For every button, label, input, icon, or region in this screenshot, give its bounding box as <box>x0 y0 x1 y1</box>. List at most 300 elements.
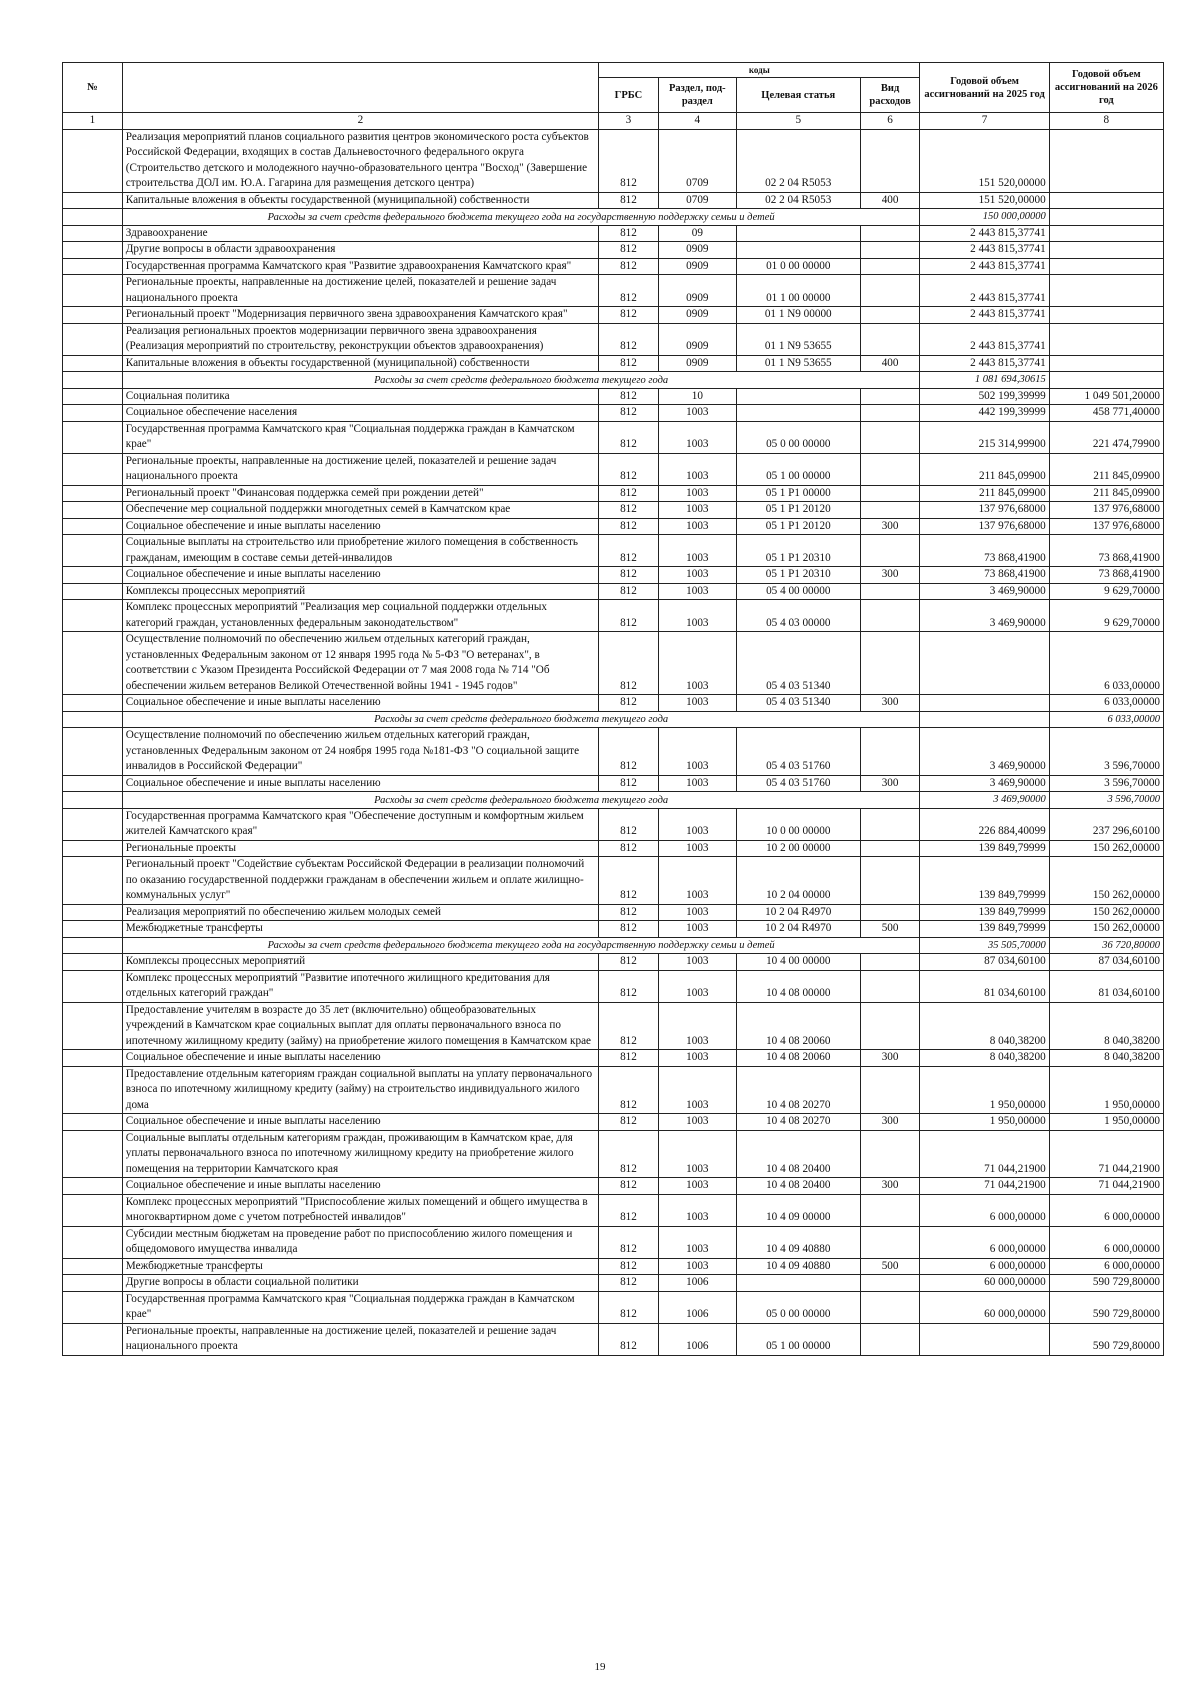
row-number-cell <box>63 307 123 324</box>
expense-name: Здравоохранение <box>122 225 598 242</box>
grbs-code: 812 <box>599 1066 659 1114</box>
target-article-code: 05 0 00 00000 <box>736 421 860 453</box>
grbs-code: 812 <box>599 453 659 485</box>
amount-2025: 3 469,90000 <box>920 728 1049 776</box>
target-article-code: 05 1 00 00000 <box>736 1323 860 1355</box>
grbs-code: 812 <box>599 904 659 921</box>
row-number-cell <box>63 904 123 921</box>
expense-type-code <box>860 1275 920 1292</box>
section-code: 1003 <box>658 904 736 921</box>
budget-row <box>63 453 1164 485</box>
budget-row <box>63 1114 1164 1131</box>
column-number: 3 <box>599 113 659 130</box>
expense-name: Капитальные вложения в объекты государственной (муниципальной) собственности <box>122 192 598 209</box>
section-code: 1003 <box>658 1258 736 1275</box>
expense-type-code <box>860 583 920 600</box>
expense-type-code <box>860 405 920 422</box>
note-amount-2026: 3 596,70000 <box>1049 792 1163 809</box>
row-number-cell <box>63 209 123 226</box>
note-amount-2025: 150 000,00000 <box>920 209 1049 226</box>
funding-note-text: Расходы за счет средств федерального бюджета текущего года <box>122 372 920 389</box>
target-article-code: 10 2 04 R4970 <box>736 921 860 938</box>
expense-type-code <box>860 904 920 921</box>
budget-rows <box>63 129 1164 1355</box>
amount-2025: 87 034,60100 <box>920 954 1049 971</box>
section-code: 0909 <box>658 275 736 307</box>
amount-2025: 2 443 815,37741 <box>920 355 1049 372</box>
grbs-code: 812 <box>599 954 659 971</box>
budget-row <box>63 275 1164 307</box>
amount-2026: 8 040,38200 <box>1049 1002 1163 1050</box>
row-number-cell <box>63 921 123 938</box>
expense-name: Комплекс процессных мероприятий "Приспособление жилых помещений и общего имущества в многоквартирном доме с учетом потребностей инвалидов" <box>122 1194 598 1226</box>
amount-2026: 81 034,60100 <box>1049 970 1163 1002</box>
amount-2026: 73 868,41900 <box>1049 567 1163 584</box>
amount-2026: 150 262,00000 <box>1049 857 1163 905</box>
header-name <box>122 63 598 113</box>
grbs-code: 812 <box>599 1050 659 1067</box>
amount-2026: 71 044,21900 <box>1049 1130 1163 1178</box>
expense-type-code: 300 <box>860 1114 920 1131</box>
target-article-code: 05 1 P1 20120 <box>736 502 860 519</box>
amount-2025: 2 443 815,37741 <box>920 275 1049 307</box>
section-code: 0909 <box>658 323 736 355</box>
expense-name: Комплекс процессных мероприятий "Развитие ипотечного жилищного кредитования для отдельных категорий граждан" <box>122 970 598 1002</box>
expense-name: Социальная политика <box>122 388 598 405</box>
amount-2026: 237 296,60100 <box>1049 808 1163 840</box>
row-number-cell <box>63 502 123 519</box>
section-code: 1003 <box>658 695 736 712</box>
row-number-cell <box>63 792 123 809</box>
row-number-cell <box>63 323 123 355</box>
row-number-cell <box>63 600 123 632</box>
column-number: 7 <box>920 113 1049 130</box>
expense-type-code: 300 <box>860 1050 920 1067</box>
amount-2025: 60 000,00000 <box>920 1275 1049 1292</box>
budget-sheet <box>62 62 1164 1356</box>
expense-name: Другие вопросы в области социальной политики <box>122 1275 598 1292</box>
expense-name: Региональный проект "Модернизация первичного звена здравоохранения Камчатского края" <box>122 307 598 324</box>
note-amount-2025: 35 505,70000 <box>920 937 1049 954</box>
expense-name: Региональные проекты, направленные на достижение целей, показателей и решение задач национального проекта <box>122 275 598 307</box>
budget-row <box>63 1178 1164 1195</box>
funding-note-text: Расходы за счет средств федерального бюджета текущего года на государственную поддержку семьи и детей <box>122 937 920 954</box>
amount-2026: 1 950,00000 <box>1049 1114 1163 1131</box>
amount-2025: 73 868,41900 <box>920 567 1049 584</box>
amount-2025: 211 845,09900 <box>920 453 1049 485</box>
row-number-cell <box>63 453 123 485</box>
amount-2026 <box>1049 129 1163 192</box>
target-article-code: 05 4 03 51760 <box>736 775 860 792</box>
expense-name: Осуществление полномочий по обеспечению жильем отдельных категорий граждан, установленных Федеральным законом от 12 января 1995 года № 5-ФЗ "О ветеранах", в соответствии с Указом Президента Российской Федерации от 7 мая 2008 года № 714 "Об обеспечении жильем ветеранов Великой Отечественной войны 1941 - 1945 годов" <box>122 632 598 695</box>
budget-row <box>63 388 1164 405</box>
grbs-code: 812 <box>599 1114 659 1131</box>
row-number-cell <box>63 775 123 792</box>
section-code: 1006 <box>658 1323 736 1355</box>
expense-name: Социальное обеспечение и иные выплаты населению <box>122 695 598 712</box>
expense-type-code: 300 <box>860 1178 920 1195</box>
target-article-code: 10 2 04 R4970 <box>736 904 860 921</box>
expense-name: Предоставление отдельным категориям граждан социальной выплаты на уплату первоначального взноса по ипотечному жилищному кредиту (займу) на строительство индивидуального жилого дома <box>122 1066 598 1114</box>
expense-type-code <box>860 632 920 695</box>
expense-name: Субсидии местным бюджетам на проведение работ по приспособлению жилого помещения и общедомового имущества инвалида <box>122 1226 598 1258</box>
row-number-cell <box>63 129 123 192</box>
budget-row <box>63 1275 1164 1292</box>
grbs-code: 812 <box>599 129 659 192</box>
expense-type-code <box>860 1194 920 1226</box>
expense-name: Социальные выплаты отдельным категориям граждан, проживающим в Камчатском крае, для уплаты первоначального взноса по ипотечному жилищному кредиту на приобретение жилого помещения на территории Камчатского края <box>122 1130 598 1178</box>
section-code: 1003 <box>658 954 736 971</box>
amount-2025: 151 520,00000 <box>920 192 1049 209</box>
funding-note-row <box>63 792 1164 809</box>
grbs-code: 812 <box>599 567 659 584</box>
row-number-cell <box>63 954 123 971</box>
grbs-code: 812 <box>599 1323 659 1355</box>
target-article-code: 10 4 08 20270 <box>736 1066 860 1114</box>
expense-type-code <box>860 502 920 519</box>
section-code: 1003 <box>658 1130 736 1178</box>
target-article-code: 10 0 00 00000 <box>736 808 860 840</box>
expense-type-code <box>860 857 920 905</box>
grbs-code: 812 <box>599 857 659 905</box>
section-code: 1003 <box>658 1226 736 1258</box>
budget-row <box>63 518 1164 535</box>
funding-note-row <box>63 711 1164 728</box>
expense-type-code <box>860 954 920 971</box>
grbs-code: 812 <box>599 808 659 840</box>
amount-2025: 1 950,00000 <box>920 1114 1049 1131</box>
expense-type-code: 300 <box>860 695 920 712</box>
amount-2025: 6 000,00000 <box>920 1258 1049 1275</box>
target-article-code: 10 4 09 00000 <box>736 1194 860 1226</box>
column-number: 2 <box>122 113 598 130</box>
budget-row <box>63 355 1164 372</box>
section-code: 1003 <box>658 453 736 485</box>
expense-name: Комплексы процессных мероприятий <box>122 583 598 600</box>
section-code: 1003 <box>658 405 736 422</box>
amount-2026: 590 729,80000 <box>1049 1291 1163 1323</box>
grbs-code: 812 <box>599 275 659 307</box>
target-article-code <box>736 1275 860 1292</box>
target-article-code: 05 1 P1 00000 <box>736 485 860 502</box>
budget-row <box>63 1130 1164 1178</box>
row-number-cell <box>63 1275 123 1292</box>
grbs-code: 812 <box>599 600 659 632</box>
amount-2026 <box>1049 355 1163 372</box>
row-number-cell <box>63 518 123 535</box>
amount-2025: 71 044,21900 <box>920 1178 1049 1195</box>
grbs-code: 812 <box>599 421 659 453</box>
grbs-code: 812 <box>599 1194 659 1226</box>
budget-row <box>63 307 1164 324</box>
budget-row <box>63 323 1164 355</box>
funding-note-row <box>63 937 1164 954</box>
section-code: 0909 <box>658 242 736 259</box>
grbs-code: 812 <box>599 225 659 242</box>
row-number-cell <box>63 1114 123 1131</box>
row-number-cell <box>63 567 123 584</box>
amount-2026: 9 629,70000 <box>1049 583 1163 600</box>
expense-name: Реализация региональных проектов модернизации первичного звена здравоохранения (Реализация мероприятий по строительству, реконструкции объектов здравоохранения) <box>122 323 598 355</box>
grbs-code: 812 <box>599 728 659 776</box>
expense-type-code: 300 <box>860 567 920 584</box>
grbs-code: 812 <box>599 583 659 600</box>
section-code: 1003 <box>658 840 736 857</box>
expense-type-code <box>860 1130 920 1178</box>
section-code: 1003 <box>658 1114 736 1131</box>
grbs-code: 812 <box>599 632 659 695</box>
grbs-code: 812 <box>599 307 659 324</box>
target-article-code: 05 1 P1 20310 <box>736 535 860 567</box>
expense-name: Капитальные вложения в объекты государственной (муниципальной) собственности <box>122 355 598 372</box>
budget-row <box>63 421 1164 453</box>
note-amount-2026 <box>1049 372 1163 389</box>
target-article-code <box>736 388 860 405</box>
amount-2026: 9 629,70000 <box>1049 600 1163 632</box>
expense-type-code <box>860 421 920 453</box>
expense-type-code: 300 <box>860 518 920 535</box>
row-number-cell <box>63 421 123 453</box>
section-code: 1006 <box>658 1275 736 1292</box>
row-number-cell <box>63 857 123 905</box>
expense-name: Государственная программа Камчатского края "Обеспечение доступным и комфортным жильем жителей Камчатского края" <box>122 808 598 840</box>
expense-type-code <box>860 258 920 275</box>
expense-name: Социальное обеспечение и иные выплаты населению <box>122 567 598 584</box>
expense-name: Реализация мероприятий планов социального развития центров экономического роста субъектов Российской Федерации, входящих в состав Дальневосточного федерального округа (Строительство детского и молодежного научно-образовательного центра "Восход" (Завершение строительства ДОЛ им. Ю.А. Гагарина для размещения детского центра) <box>122 129 598 192</box>
budget-row <box>63 954 1164 971</box>
budget-row <box>63 632 1164 695</box>
expense-name: Региональные проекты, направленные на достижение целей, показателей и решение задач национального проекта <box>122 1323 598 1355</box>
expense-name: Социальное обеспечение и иные выплаты населению <box>122 1114 598 1131</box>
row-number-cell <box>63 275 123 307</box>
amount-2025: 139 849,79999 <box>920 840 1049 857</box>
expense-name: Социальное обеспечение и иные выплаты населению <box>122 1178 598 1195</box>
header-grbs: ГРБС <box>599 78 659 113</box>
budget-row <box>63 1050 1164 1067</box>
amount-2026 <box>1049 225 1163 242</box>
expense-type-code <box>860 808 920 840</box>
row-number-cell <box>63 535 123 567</box>
header-no: № <box>63 63 123 113</box>
amount-2025: 6 000,00000 <box>920 1226 1049 1258</box>
target-article-code: 05 1 P1 20310 <box>736 567 860 584</box>
grbs-code: 812 <box>599 695 659 712</box>
budget-row <box>63 567 1164 584</box>
funding-note-text: Расходы за счет средств федерального бюджета текущего года <box>122 792 920 809</box>
amount-2026: 6 000,00000 <box>1049 1226 1163 1258</box>
header-razdel: Раздел, под-раздел <box>658 78 736 113</box>
column-number: 5 <box>736 113 860 130</box>
budget-row <box>63 600 1164 632</box>
target-article-code: 01 1 00 00000 <box>736 275 860 307</box>
grbs-code: 812 <box>599 1291 659 1323</box>
target-article-code: 10 4 08 20060 <box>736 1002 860 1050</box>
header-target-article: Целевая статья <box>736 78 860 113</box>
section-code: 1003 <box>658 921 736 938</box>
expense-type-code <box>860 242 920 259</box>
amount-2025 <box>920 632 1049 695</box>
target-article-code: 05 4 03 51340 <box>736 632 860 695</box>
note-amount-2026 <box>1049 209 1163 226</box>
target-article-code: 02 2 04 R5053 <box>736 192 860 209</box>
expense-name: Осуществление полномочий по обеспечению жильем отдельных категорий граждан, установленных Федеральным законом от 24 ноября 1995 года №181-ФЗ "О социальной защите инвалидов в Российской Федерации" <box>122 728 598 776</box>
section-code: 0909 <box>658 258 736 275</box>
target-article-code: 10 4 09 40880 <box>736 1226 860 1258</box>
budget-row <box>63 258 1164 275</box>
expense-name: Социальное обеспечение населения <box>122 405 598 422</box>
amount-2025: 3 469,90000 <box>920 775 1049 792</box>
section-code: 1003 <box>658 421 736 453</box>
amount-2025: 139 849,79999 <box>920 904 1049 921</box>
expense-type-code: 300 <box>860 775 920 792</box>
grbs-code: 812 <box>599 840 659 857</box>
budget-row <box>63 583 1164 600</box>
row-number-cell <box>63 242 123 259</box>
expense-name: Региональные проекты <box>122 840 598 857</box>
budget-row <box>63 1002 1164 1050</box>
row-number-cell <box>63 1258 123 1275</box>
amount-2026: 8 040,38200 <box>1049 1050 1163 1067</box>
budget-row <box>63 1291 1164 1323</box>
grbs-code: 812 <box>599 1258 659 1275</box>
note-amount-2025 <box>920 711 1049 728</box>
amount-2025: 2 443 815,37741 <box>920 323 1049 355</box>
amount-2026 <box>1049 242 1163 259</box>
amount-2025: 502 199,39999 <box>920 388 1049 405</box>
funding-note-row <box>63 372 1164 389</box>
budget-row <box>63 129 1164 192</box>
expense-name: Межбюджетные трансферты <box>122 921 598 938</box>
note-amount-2025: 3 469,90000 <box>920 792 1049 809</box>
grbs-code: 812 <box>599 1226 659 1258</box>
expense-type-code <box>860 323 920 355</box>
row-number-cell <box>63 1194 123 1226</box>
target-article-code: 05 1 00 00000 <box>736 453 860 485</box>
amount-2026: 71 044,21900 <box>1049 1178 1163 1195</box>
amount-2025: 442 199,39999 <box>920 405 1049 422</box>
grbs-code: 812 <box>599 192 659 209</box>
header-row-1 <box>63 63 1164 78</box>
row-number-cell <box>63 728 123 776</box>
section-code: 1003 <box>658 728 736 776</box>
row-number-cell <box>63 970 123 1002</box>
target-article-code: 10 2 00 00000 <box>736 840 860 857</box>
note-amount-2026: 36 720,80000 <box>1049 937 1163 954</box>
target-article-code: 05 4 03 51340 <box>736 695 860 712</box>
expense-name: Региональные проекты, направленные на достижение целей, показателей и решение задач национального проекта <box>122 453 598 485</box>
row-number-cell <box>63 372 123 389</box>
target-article-code: 10 4 08 20400 <box>736 1178 860 1195</box>
row-number-cell <box>63 711 123 728</box>
expense-name: Социальное обеспечение и иные выплаты населению <box>122 518 598 535</box>
row-number-cell <box>63 485 123 502</box>
amount-2025: 211 845,09900 <box>920 485 1049 502</box>
amount-2026 <box>1049 307 1163 324</box>
amount-2025: 215 314,99900 <box>920 421 1049 453</box>
amount-2026: 6 033,00000 <box>1049 695 1163 712</box>
amount-2026: 3 596,70000 <box>1049 728 1163 776</box>
page-number: 19 <box>594 1661 606 1673</box>
row-number-cell <box>63 1002 123 1050</box>
amount-2025: 6 000,00000 <box>920 1194 1049 1226</box>
expense-name: Комплексы процессных мероприятий <box>122 954 598 971</box>
amount-2026: 221 474,79900 <box>1049 421 1163 453</box>
note-amount-2026: 6 033,00000 <box>1049 711 1163 728</box>
section-code: 1006 <box>658 1291 736 1323</box>
section-code: 0909 <box>658 355 736 372</box>
section-code: 0909 <box>658 307 736 324</box>
budget-row <box>63 225 1164 242</box>
budget-row <box>63 1226 1164 1258</box>
amount-2026: 458 771,40000 <box>1049 405 1163 422</box>
budget-row <box>63 1066 1164 1114</box>
row-number-cell <box>63 1050 123 1067</box>
target-article-code: 10 4 08 00000 <box>736 970 860 1002</box>
section-code: 1003 <box>658 1050 736 1067</box>
target-article-code: 01 1 N9 00000 <box>736 307 860 324</box>
amount-2026: 590 729,80000 <box>1049 1323 1163 1355</box>
expense-type-code <box>860 970 920 1002</box>
amount-2026: 137 976,68000 <box>1049 518 1163 535</box>
expense-type-code: 400 <box>860 355 920 372</box>
target-article-code <box>736 405 860 422</box>
expense-name: Государственная программа Камчатского края "Социальная поддержка граждан в Камчатском крае" <box>122 421 598 453</box>
expense-name: Социальное обеспечение и иные выплаты населению <box>122 1050 598 1067</box>
amount-2026: 6 000,00000 <box>1049 1194 1163 1226</box>
row-number-cell <box>63 355 123 372</box>
amount-2026: 590 729,80000 <box>1049 1275 1163 1292</box>
funding-note-text: Расходы за счет средств федерального бюджета текущего года <box>122 711 920 728</box>
expense-name: Региональный проект "Финансовая поддержка семей при рождении детей" <box>122 485 598 502</box>
section-code: 1003 <box>658 970 736 1002</box>
amount-2026: 1 049 501,20000 <box>1049 388 1163 405</box>
grbs-code: 812 <box>599 535 659 567</box>
amount-2026: 87 034,60100 <box>1049 954 1163 971</box>
amount-2026: 150 262,00000 <box>1049 840 1163 857</box>
amount-2026: 150 262,00000 <box>1049 904 1163 921</box>
row-number-cell <box>63 1178 123 1195</box>
target-article-code: 10 2 04 00000 <box>736 857 860 905</box>
funding-note-text: Расходы за счет средств федерального бюджета текущего года на государственную поддержку семьи и детей <box>122 209 920 226</box>
expense-type-code <box>860 275 920 307</box>
grbs-code: 812 <box>599 1130 659 1178</box>
budget-row <box>63 695 1164 712</box>
target-article-code: 05 1 P1 20120 <box>736 518 860 535</box>
target-article-code: 10 4 00 00000 <box>736 954 860 971</box>
row-number-cell <box>63 695 123 712</box>
amount-2026 <box>1049 258 1163 275</box>
amount-2026: 211 845,09900 <box>1049 485 1163 502</box>
row-number-cell <box>63 937 123 954</box>
amount-2025 <box>920 695 1049 712</box>
expense-name: Реализация мероприятий по обеспечению жильем молодых семей <box>122 904 598 921</box>
amount-2026 <box>1049 323 1163 355</box>
budget-row <box>63 840 1164 857</box>
row-number-cell <box>63 1323 123 1355</box>
section-code: 1003 <box>658 857 736 905</box>
row-number-cell <box>63 258 123 275</box>
grbs-code: 812 <box>599 405 659 422</box>
budget-row <box>63 1323 1164 1355</box>
amount-2025: 2 443 815,37741 <box>920 225 1049 242</box>
section-code: 1003 <box>658 485 736 502</box>
expense-type-code <box>860 388 920 405</box>
row-number-cell <box>63 1066 123 1114</box>
row-number-cell <box>63 225 123 242</box>
expense-type-code <box>860 1066 920 1114</box>
row-number-cell <box>63 1226 123 1258</box>
section-code: 10 <box>658 388 736 405</box>
